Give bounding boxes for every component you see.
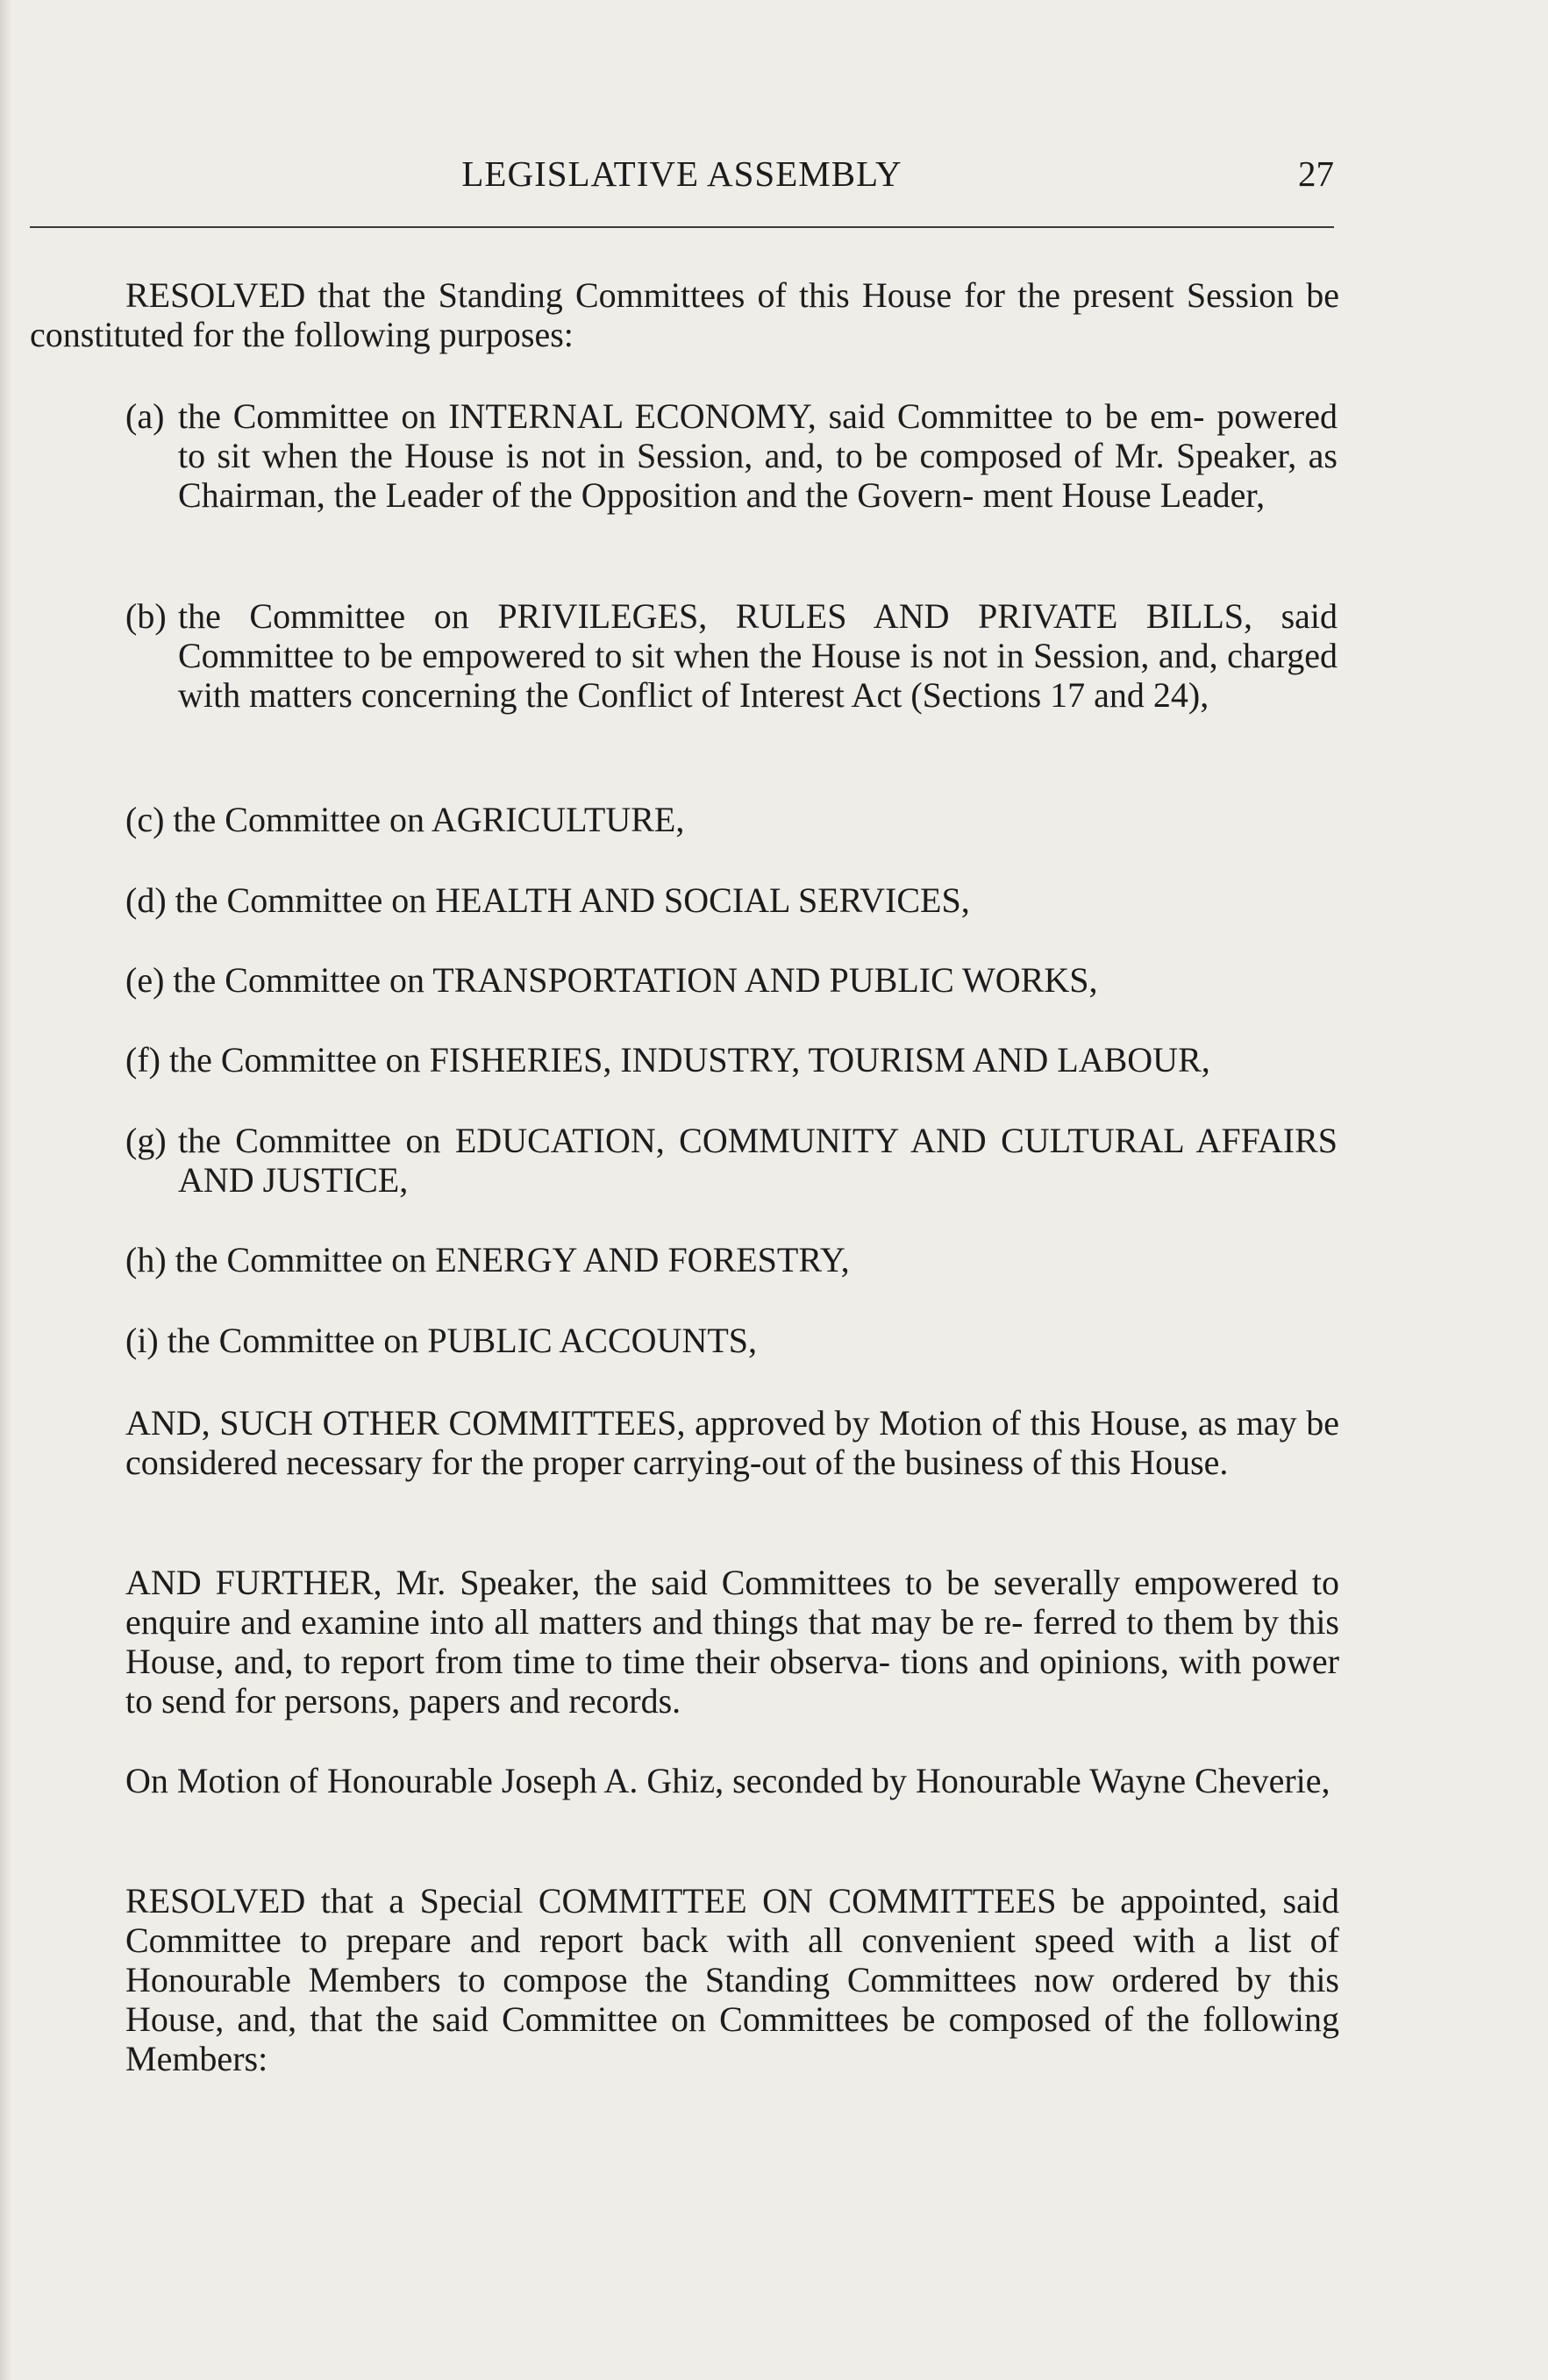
committee-item-h: [125, 1240, 1338, 1279]
item-label: (b): [125, 596, 167, 636]
committee-item-i: [125, 1321, 1338, 1360]
item-text: the Committee on HEALTH AND SOCIAL SERVICES,: [175, 880, 970, 920]
item-label: (e): [125, 960, 165, 1000]
special-committee-paragraph: RESOLVED that a Special COMMITTEE ON COMMITTEES be appointed, said Committee to prepare and report back with all convenient speed with a list of Honourable Members to compose the Standing Committees now ordered by this House, and, that the said Committee on Committees be composed of the following Members:: [125, 1881, 1339, 2078]
item-text: the Committee on TRANSPORTATION AND PUBLIC WORKS,: [173, 960, 1098, 1000]
item-label: (g): [125, 1121, 167, 1160]
header-rule: [30, 226, 1334, 228]
committee-item-a: [125, 396, 1338, 515]
item-text: the Committee on ENERGY AND FORESTRY,: [175, 1240, 850, 1279]
item-text: the Committee on FISHERIES, INDUSTRY, TOURISM AND LABOUR,: [168, 1040, 1210, 1080]
further-paragraph: AND FURTHER, Mr. Speaker, the said Committees to be severally empowered to enquire and examine into all matters and things that may be re- ferred to them by this House, and, to report from time to time their observa- tions and opinions, with power to send for persons, papers and records.: [125, 1563, 1339, 1721]
committee-item-f: [125, 1040, 1338, 1080]
committee-item-g: [125, 1121, 1338, 1200]
page-header: [30, 153, 1334, 205]
item-text: the Committee on PRIVILEGES, RULES AND PRIVATE BILLS, said Committee to be empowered to sit when the House is not in Session, and, charged with matters concerning the Conflict of Interest Act (Sections 17 and 24),: [178, 596, 1338, 715]
item-label: (d): [125, 880, 167, 920]
item-label: (h): [125, 1240, 167, 1279]
item-label: (f): [125, 1040, 161, 1080]
resolution-intro: RESOLVED that the Standing Committees of this House for the present Session be constituted for the following purposes:: [30, 275, 1339, 354]
item-label: (a): [125, 396, 165, 436]
item-text: the Committee on EDUCATION, COMMUNITY AND CULTURAL AFFAIRS AND JUSTICE,: [178, 1121, 1338, 1200]
other-committees-paragraph: AND, SUCH OTHER COMMITTEES, approved by Motion of this House, as may be considered necessary for the proper carrying-out of the business of this House.: [125, 1403, 1339, 1482]
committee-item-b: [125, 596, 1338, 715]
item-label: (i): [125, 1321, 159, 1360]
committee-item-d: [125, 880, 1338, 920]
page-edge: [0, 0, 12, 2380]
committee-item-c: [125, 800, 1338, 839]
item-text: the Committee on INTERNAL ECONOMY, said Committee to be em- powered to sit when the House is not in Session, and, to be composed of Mr. Speaker, as Chairman, the Leader of the Opposition and the Govern- ment House Leader,: [178, 396, 1338, 515]
page-number: 27: [1298, 153, 1334, 194]
motion-paragraph: On Motion of Honourable Joseph A. Ghiz, seconded by Honourable Wayne Cheverie,: [125, 1761, 1330, 1800]
item-text: the Committee on PUBLIC ACCOUNTS,: [167, 1321, 758, 1360]
item-text: the Committee on AGRICULTURE,: [173, 800, 685, 839]
committee-item-e: [125, 960, 1338, 1000]
running-title: LEGISLATIVE ASSEMBLY: [461, 153, 902, 194]
item-label: (c): [125, 800, 165, 839]
